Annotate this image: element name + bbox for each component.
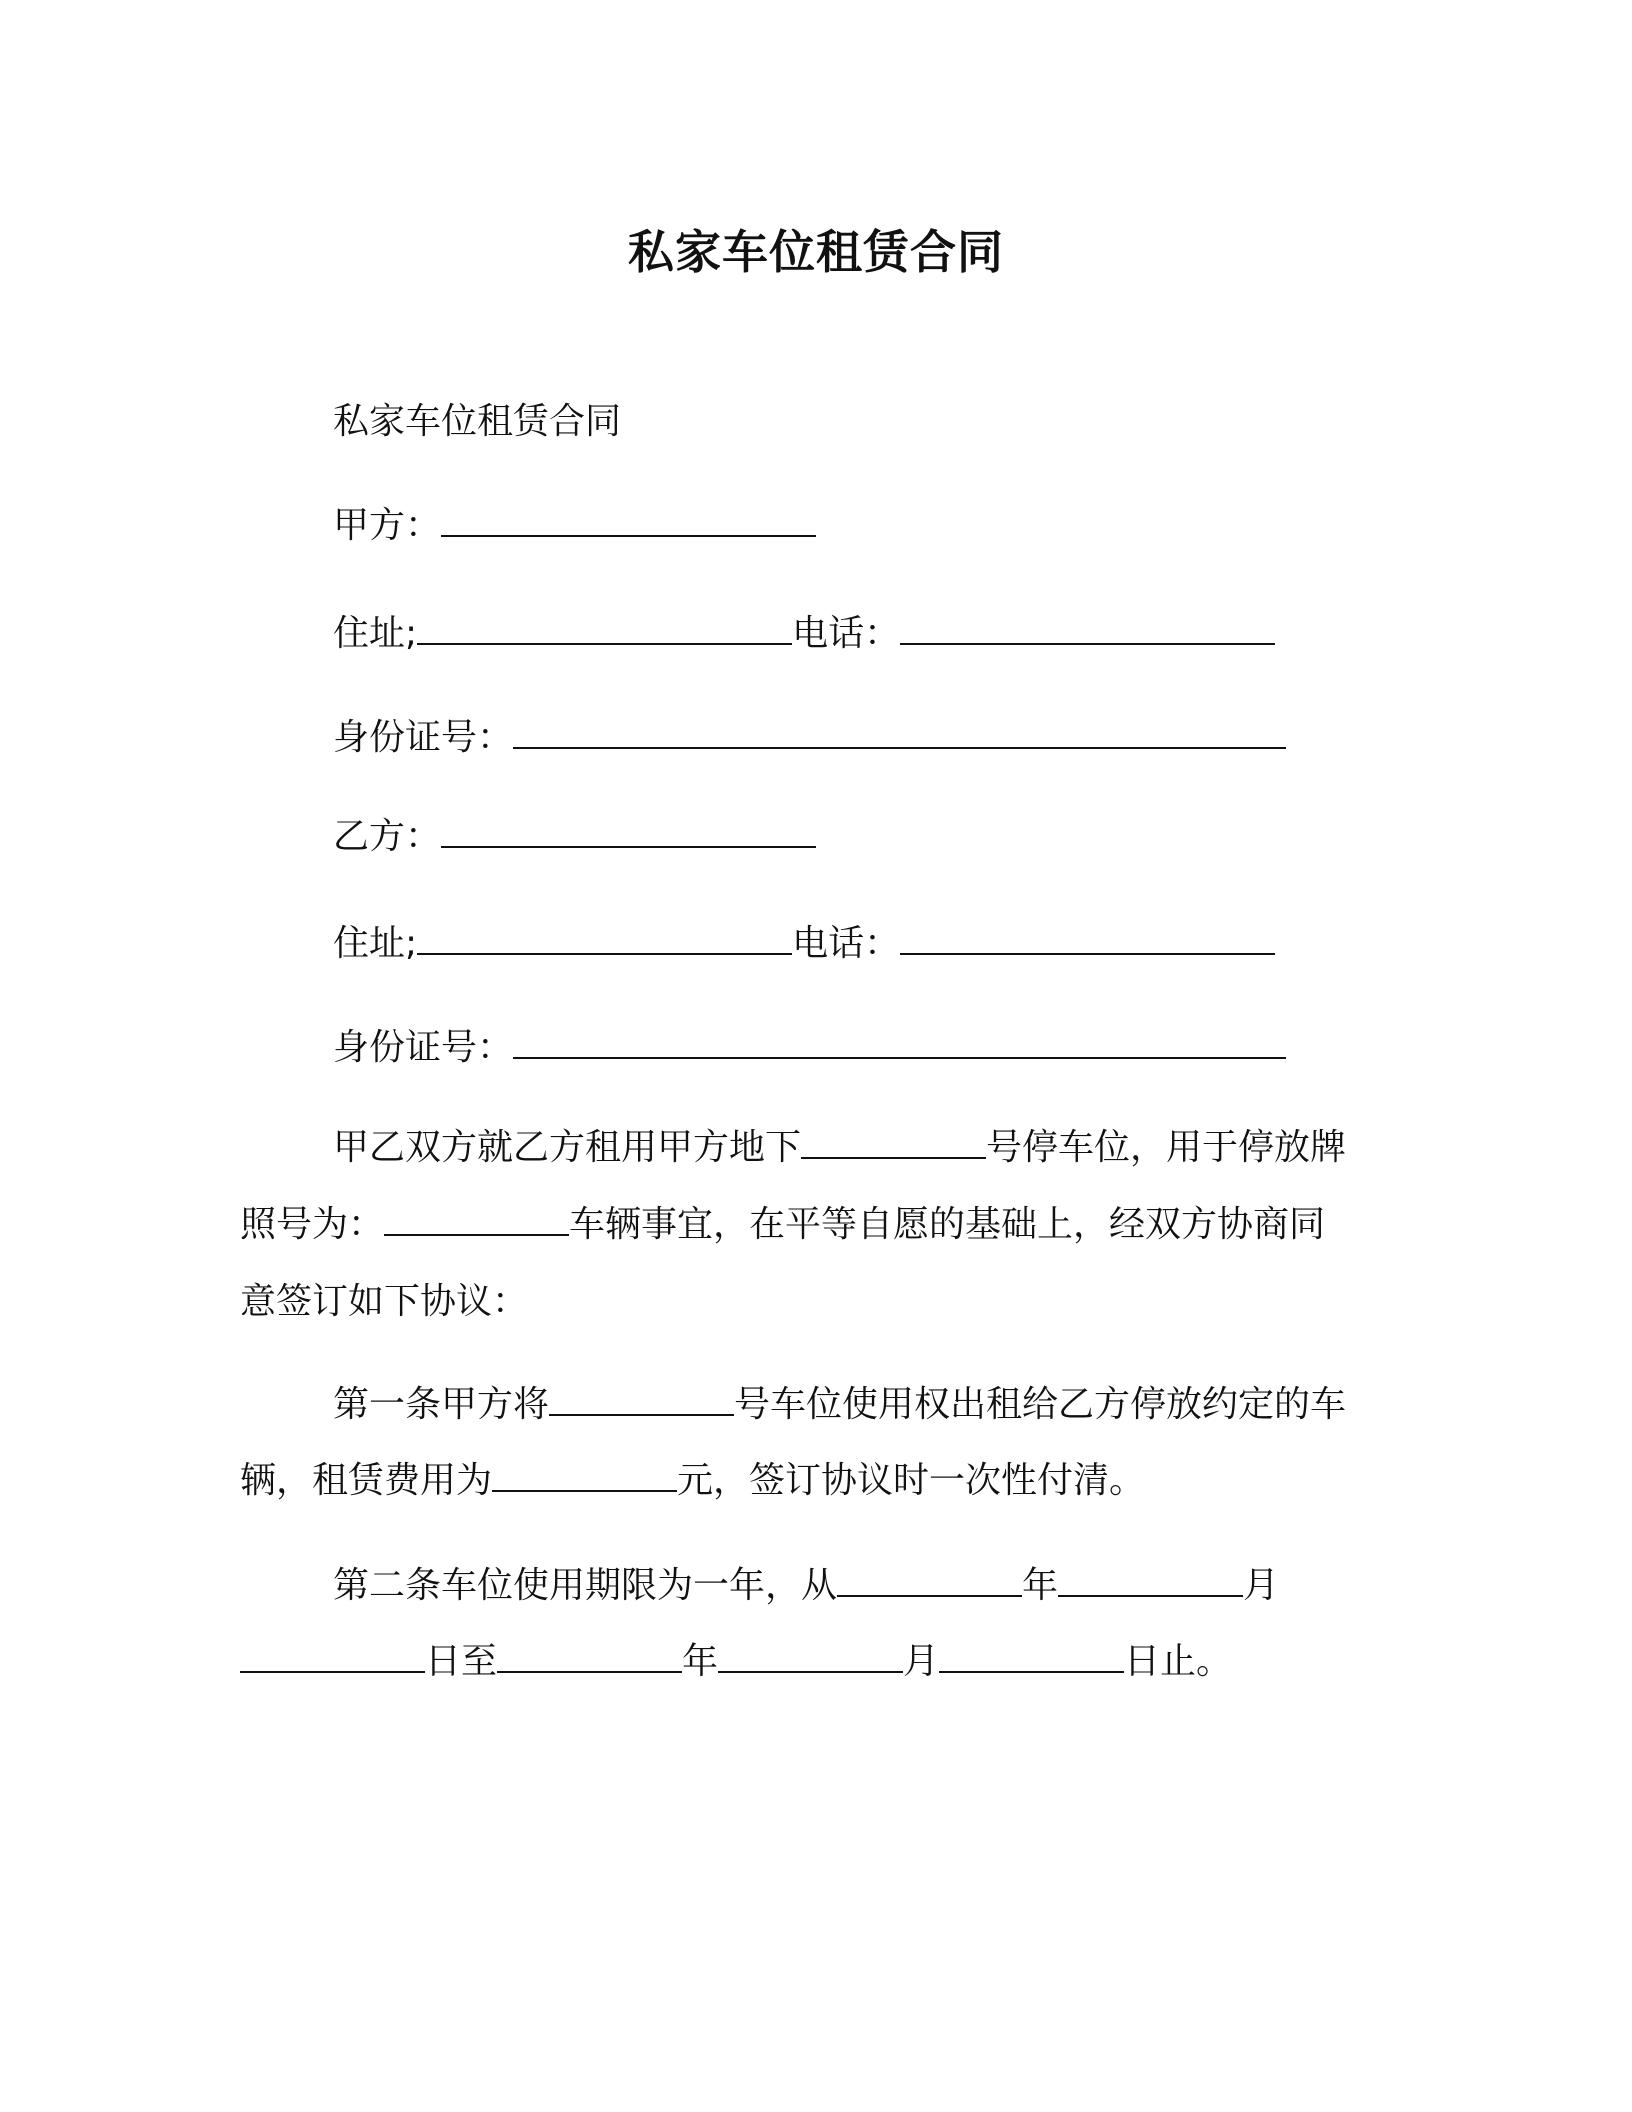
start-month-blank [1058, 1565, 1243, 1597]
article2-year-2: 年 [682, 1641, 719, 1682]
party-a-id-label: 身份证号： [333, 717, 514, 758]
document-subtitle: 私家车位租赁合同 [333, 401, 622, 442]
party-a-line [333, 502, 816, 550]
party-a-phone-label: 电话： [792, 613, 901, 654]
article2-year-1: 年 [1022, 1565, 1059, 1606]
article1-line-1 [333, 1381, 1346, 1429]
article1-text-2a: 辆，租赁费用为 [240, 1460, 493, 1501]
article2-text-2a: 日至 [425, 1641, 498, 1682]
start-year-blank [837, 1565, 1022, 1597]
article2-month-1: 月 [1243, 1565, 1280, 1606]
party-b-label: 乙方： [333, 816, 442, 857]
party-a-address-blank [417, 613, 792, 645]
plate-number-blank [384, 1204, 569, 1236]
intro-text-2b: 车辆事宜，在平等自愿的基础上，经双方协商同 [569, 1204, 1326, 1245]
article1-text-1b: 号车位使用权出租给乙方停放约定的车 [734, 1384, 1347, 1425]
intro-line-2 [240, 1201, 1325, 1249]
party-b-id-line [333, 1024, 1286, 1072]
end-year-blank [497, 1641, 682, 1673]
intro-line-3: 意签订如下协议： [240, 1281, 529, 1322]
intro-text-1b: 号停车位，用于停放牌 [986, 1127, 1347, 1168]
article2-line-2 [240, 1638, 1232, 1686]
party-a-id-blank [513, 717, 1286, 749]
party-a-contact-line [333, 610, 1275, 658]
party-b-address-blank [417, 923, 792, 955]
party-a-name-blank [441, 505, 816, 537]
article2-line-1 [333, 1562, 1279, 1610]
party-b-id-label: 身份证号： [333, 1027, 514, 1068]
rental-fee-blank [492, 1460, 677, 1492]
article2-text-2d: 日止。 [1124, 1641, 1233, 1682]
article1-text-2b: 元，签订协议时一次性付清。 [677, 1460, 1146, 1501]
party-b-contact-line [333, 920, 1275, 968]
party-b-line [333, 813, 816, 861]
party-b-id-blank [513, 1027, 1286, 1059]
article2-month-2: 月 [903, 1641, 940, 1682]
party-a-id-line [333, 714, 1286, 762]
party-a-address-label: 住址; [333, 613, 418, 654]
party-b-name-blank [441, 816, 816, 848]
end-month-blank [718, 1641, 903, 1673]
end-day-blank [939, 1641, 1124, 1673]
start-day-blank [240, 1641, 425, 1673]
article1-space-number-blank [549, 1384, 734, 1416]
article1-line-2 [240, 1457, 1145, 1505]
party-a-phone-blank [900, 613, 1275, 645]
article2-text-1a: 第二条车位使用期限为一年，从 [333, 1565, 838, 1606]
party-b-address-label: 住址; [333, 923, 418, 964]
intro-text-2a: 照号为： [240, 1204, 385, 1245]
intro-line-1 [333, 1124, 1346, 1172]
parking-number-blank [801, 1127, 986, 1159]
party-b-phone-blank [900, 923, 1275, 955]
party-a-label: 甲方： [333, 505, 442, 546]
party-b-phone-label: 电话： [792, 923, 901, 964]
article1-text-1a: 第一条甲方将 [333, 1384, 550, 1425]
document-title: 私家车位租赁合同 [628, 225, 1004, 279]
intro-text-1a: 甲乙双方就乙方租用甲方地下 [333, 1127, 802, 1168]
